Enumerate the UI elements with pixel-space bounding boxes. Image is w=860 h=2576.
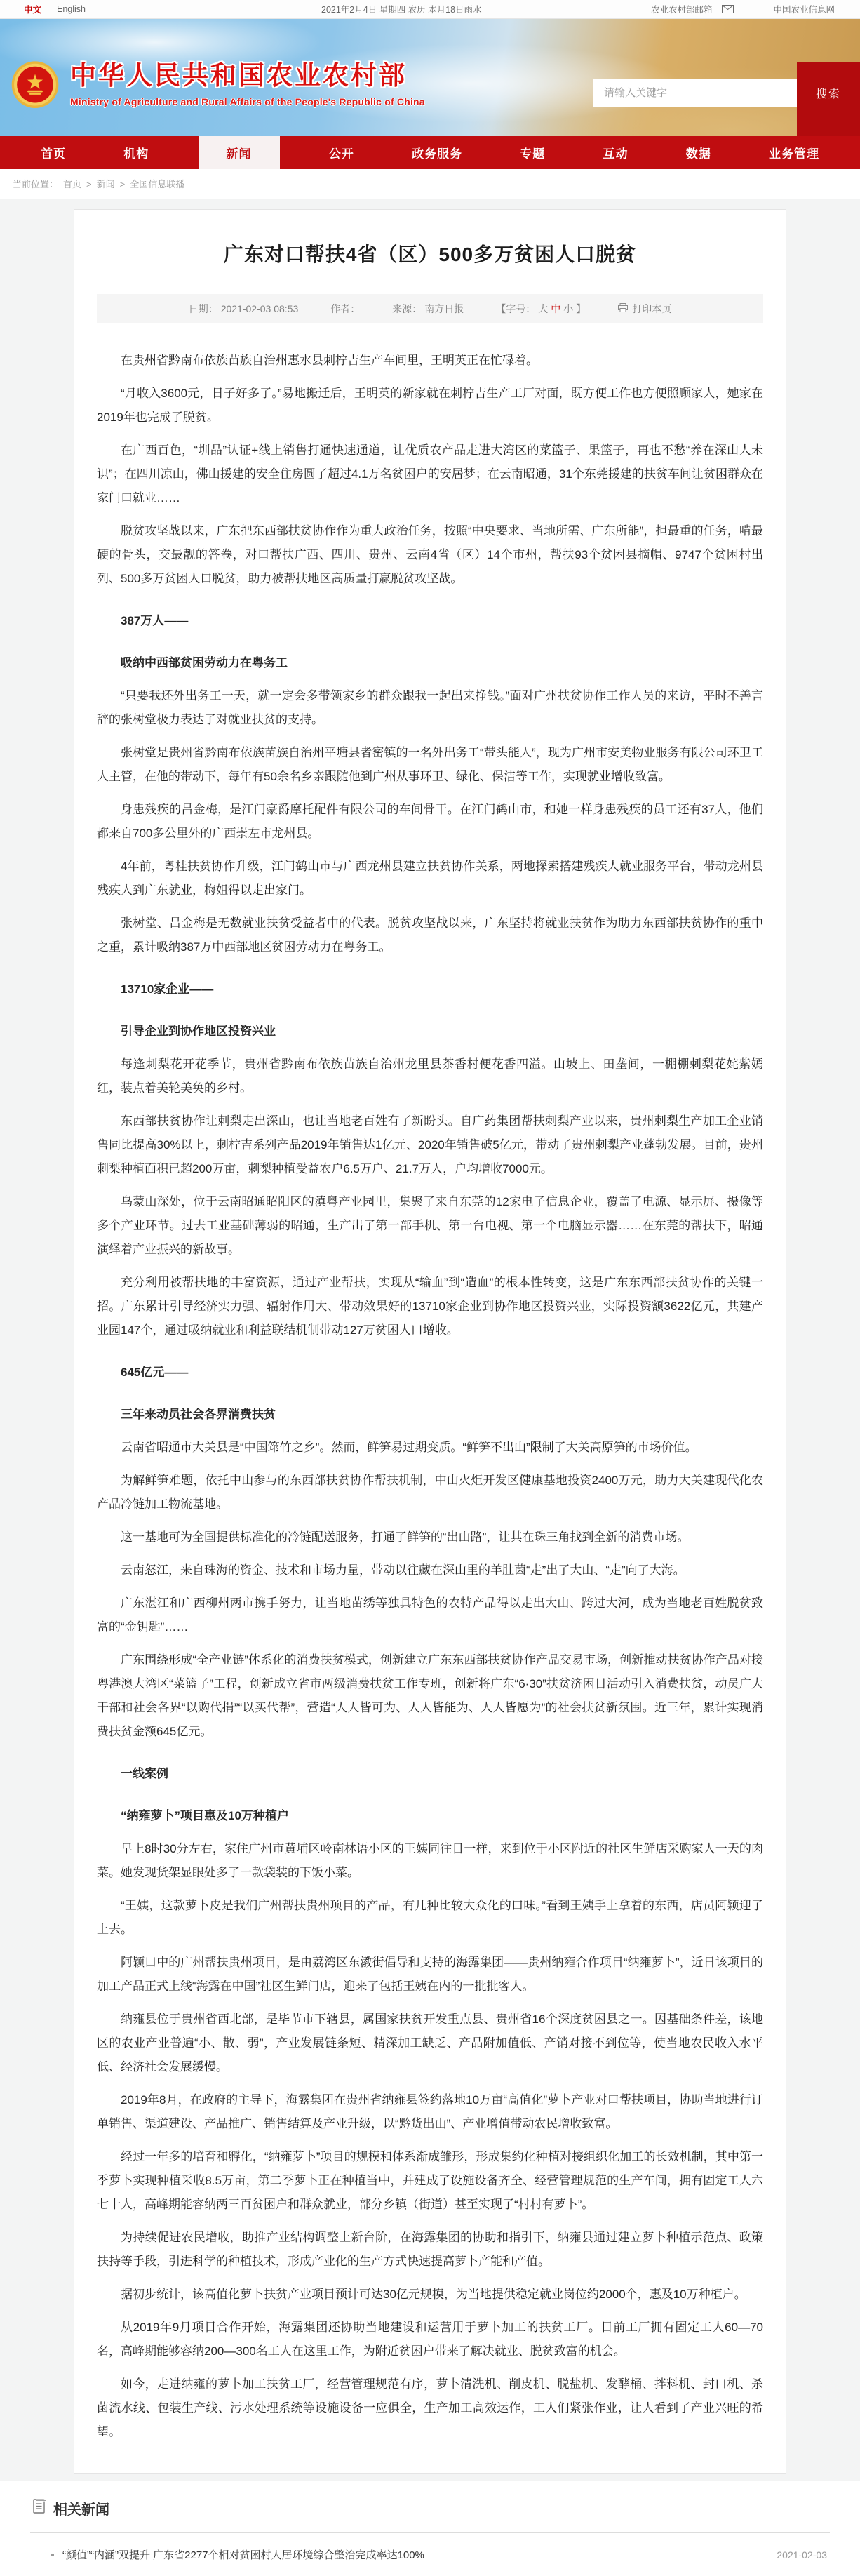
printer-icon [618, 303, 628, 314]
article-paragraph: 2019年8月，在政府的主导下，海露集团在贵州省纳雍县签约落地10万亩“高值化”萝卜产业对口帮扶项目，协助当地进行订单销售、渠道建设、产品推广、销售结算及产业升级，以“黔货出山”、产业增值带动农民增收致富。 [97, 2093, 763, 2130]
header-logo-link[interactable] [70, 61, 425, 107]
related-news-header [30, 2481, 830, 2533]
article-paragraph: 经过一年多的培育和孵化，“纳雍萝卜”项目的规模和体系渐成雏形，形成集约化种植对接组织化加工的长效机制，其中第一季萝卜实现种植采收8.5万亩，第二季萝卜正在种植当中，并建成了设施设备齐全、经营管理规范的生产车间，拥有固定工人六七十人，高峰期能容纳两三百贫困户和群众就业，部分乡镇（街道）甚至实现了“村村有萝卜”。 [97, 2150, 763, 2211]
article-paragraph: 充分利用被帮扶地的丰富资源，通过产业帮扶，实现从“输血”到“造血”的根本性转变，这是广东东西部扶贫协作的关键一招。广东累计引导经济实力强、辐射作用大、带动效果好的13710家企业到协作地区投资兴业，实际投资额3622亿元，共建产业园147个，通过吸纳就业和利益联结机制带动127万贫困人口增收。 [97, 1276, 763, 1337]
article-paragraph: 张树堂是贵州省黔南布依族苗族自治州平塘县者密镇的一名外出务工“带头能人”，现为广州市安美物业服务有限公司环卫工人主管，在他的带动下，每年有50余名乡亲跟随他到广州从事环卫、绿化、保洁等工作，实现就业增收致富。 [97, 746, 763, 783]
meta-source-value: 南方日报 [424, 303, 464, 314]
nav-item-services[interactable]: 政务服务 [412, 147, 462, 161]
related-news-title: 相关新闻 [53, 2502, 109, 2518]
breadcrumb-prefix: 当前位置： [13, 179, 59, 189]
article-paragraph: “只要我还外出务工一天，就一定会多带领家乡的群众跟我一起出来挣钱。”面对广州扶贫协作工作人员的来访，平时不善言辞的张树堂极力表达了对就业扶贫的支持。 [97, 689, 763, 726]
lang-switch-chinese[interactable]: 中文 [24, 5, 42, 15]
article-section-heading: “纳雍萝卜”项目惠及10万种植户 [121, 1809, 289, 1822]
article-paragraph: 早上8时30分左右，家住广州市黄埔区岭南林语小区的王姨同往日一样，来到位于小区附近的社区生鲜店采购家人一天的肉菜。她发现货架显眼处多了一款袋装的下饭小菜。 [97, 1842, 763, 1879]
article-paragraph: 云南省昭通市大关县是“中国筇竹之乡”。然而，鲜笋易过期变质。“鲜笋不出山”限制了大关高原笋的市场价值。 [121, 1441, 697, 1454]
breadcrumb-news[interactable]: 新闻 [96, 179, 115, 189]
article-section-heading: 387万人—— [121, 614, 189, 627]
fontsize-prefix: 【字号： [496, 303, 536, 314]
breadcrumb-separator: > [119, 179, 126, 189]
article-meta-bar [97, 294, 763, 323]
article-paragraph: 云南怒江，来自珠海的资金、技术和市场力量，带动以往藏在深山里的羊肚菌“走”出了大山、“走”向了大海。 [121, 1563, 685, 1577]
article-paragraph: 在贵州省黔南布依族苗族自治州惠水县刺柠吉生产车间里，王明英正在忙碌着。 [121, 354, 538, 367]
article-section-heading: 三年来动员社会各界消费扶贫 [121, 1408, 276, 1421]
nav-item-open[interactable]: 公开 [328, 147, 354, 161]
national-emblem-logo [11, 60, 59, 112]
article-card [74, 209, 786, 2474]
article-title: 广东对口帮扶4省（区）500多万贫困人口脱贫 [223, 243, 637, 265]
nav-item-news[interactable]: 新闻 [199, 136, 280, 169]
page-background [0, 199, 860, 2576]
meta-source-label: 来源： [392, 303, 422, 314]
nav-item-topics[interactable]: 专题 [520, 147, 546, 161]
article-section-heading: 645亿元—— [121, 1366, 189, 1379]
related-news-date: 2021-02-03 [777, 2549, 827, 2561]
meta-date-label: 日期： [188, 303, 218, 314]
print-page-label: 打印本页 [632, 303, 672, 314]
site-title: 中华人民共和国农业农村部 [70, 61, 407, 90]
article-paragraph: 广东围绕形成“全产业链”体系化的消费扶贫模式，创新建立广东东西部扶贫协作产品交易市场，创新推动扶贫协作产品对接粤港澳大湾区“菜篮子”工程，创新成立省市两级消费扶贫工作专班，创新将广东“6·30”扶贫济困日活动引入消费扶贫，动员广大干部和社会各界“以购代捐”“以买代帮”，营造“人人皆可为、人人皆能为、人人皆愿为”的社会扶贫新氛围。近三年，累计实现消费扶贫金额645亿元。 [97, 1653, 763, 1738]
fontsize-suffix: 】 [576, 303, 586, 314]
article-paragraph: “王姨，这款萝卜皮是我们广州帮扶贵州项目的产品，有几种比较大众化的口味。”看到王姨手上拿着的东西，店员阿颖迎了上去。 [97, 1899, 763, 1936]
article-paragraph: 广东湛江和广西柳州两市携手努力，让当地苗绣等独具特色的农特产品得以走出大山、跨过大河，成为当地老百姓脱贫致富的“金钥匙”…… [97, 1596, 763, 1634]
nav-item-data[interactable]: 数据 [685, 147, 711, 161]
article-section-heading: 一线案例 [121, 1767, 168, 1780]
article-paragraph: 乌蒙山深处，位于云南昭通昭阳区的滇粤产业园里，集聚了来自东莞的12家电子信息企业，覆盖了电源、显示屏、摄像等多个产业环节。过去工业基础薄弱的昭通，生产出了第一部手机、第一台电视、第一个电脑显示器……在东莞的帮扶下，昭通演绎着产业振兴的新故事。 [97, 1195, 763, 1256]
nav-item-home[interactable]: 首页 [41, 147, 66, 161]
top-utility-bar [0, 0, 860, 19]
meta-date-value: 2021-02-03 08:53 [220, 303, 299, 314]
search-button[interactable]: 搜索 [797, 79, 860, 107]
site-subtitle-english: Ministry of Agriculture and Rural Affairs of the People's Republic of China [70, 96, 425, 107]
article-paragraph: 为持续促进农民增收，助推产业结构调整上新台阶，在海露集团的协助和指引下，纳雍县通过建立萝卜种植示范点、政策扶持等手段，引进科学的种植技术，形成产业化的生产方式快速提高萝卜产能和产值。 [97, 2231, 763, 2268]
article-paragraph: 如今，走进纳雍的萝卜加工扶贫工厂，经营管理规范有序，萝卜清洗机、削皮机、脱盐机、发酵桶、拌料机、封口机、杀菌流水线、包装生产线、污水处理系统等设施设备一应俱全，生产加工高效运作，工人们紧张作业，让人看到了产业兴旺的希望。 [97, 2377, 763, 2438]
article-section-heading: 吸纳中西部贫困劳动力在粤务工 [121, 656, 288, 669]
article-body [91, 349, 769, 2444]
related-news-item [30, 2533, 830, 2573]
breadcrumb [0, 169, 860, 199]
fontsize-small-button[interactable]: 小 [563, 303, 574, 314]
date-lunar-info: 2021年2月4日 星期四 农历 本月18日雨水 [321, 5, 482, 15]
fontsize-large-button[interactable]: 大 [538, 303, 549, 314]
nav-item-business[interactable]: 业务管理 [769, 147, 819, 161]
breadcrumb-home[interactable]: 首页 [63, 179, 82, 189]
main-nav [0, 136, 860, 169]
site-header-banner [0, 19, 860, 136]
breadcrumb-separator: > [86, 179, 92, 189]
article-paragraph: 身患残疾的吕金梅，是江门豪爵摩托配件有限公司的车间骨干。在江门鹤山市，和她一样身患残疾的员工还有37人，他们都来自700多公里外的广西崇左市龙州县。 [97, 803, 763, 840]
article-paragraph: 张树堂、吕金梅是无数就业扶贫受益者中的代表。脱贫攻坚战以来，广东坚持将就业扶贫作为助力东西部扶贫协作的重中之重，累计吸纳387万中西部地区贫困劳动力在粤务工。 [97, 916, 763, 954]
search-button-strip [797, 62, 860, 136]
article-paragraph: 据初步统计，该高值化萝卜扶贫产业项目预计可达30亿元规模，为当地提供稳定就业岗位约2000个，惠及10万种植户。 [121, 2288, 746, 2301]
nav-item-interact[interactable]: 互动 [603, 147, 629, 161]
bullet-icon [51, 2554, 54, 2556]
meta-author-label: 作者： [330, 303, 361, 314]
article-paragraph: “月收入3600元，日子好多了。”易地搬迁后，王明英的新家就在刺柠吉生产工厂对面，既方便工作也方便照顾家人，她家在2019年也完成了脱贫。 [97, 387, 763, 424]
article-section-heading: 13710家企业—— [121, 982, 214, 996]
article-paragraph: 东西部扶贫协作让刺梨走出深山，也让当地老百姓有了新盼头。自广药集团帮扶刺梨产业以来，贵州刺梨生产加工企业销售同比提高30%以上，刺柠吉系列产品2019年销售达1亿元、2020年销售破5亿元，带动了贵州刺梨产业蓬勃发展。目前，贵州刺梨种植面积已超200万亩，刺梨种植受益农户6.5万户、21.7万人，户均增收7000元。 [97, 1114, 763, 1175]
related-news-link[interactable]: “颜值”“内涵”双提升 广东省2277个相对贫困村人居环境综合整治完成率达100% [62, 2549, 424, 2561]
document-icon [33, 2499, 46, 2518]
article-paragraph: 在广西百色，“圳品”认证+线上销售打通快速通道，让优质农产品走进大湾区的菜篮子、果篮子，再也不愁“养在深山人未识”；在四川凉山，佛山援建的安全住房圆了超过4.1万名贫困户的安居梦；在云南昭通，31个东莞援建的扶贫车间让贫困群众在家门口就业…… [97, 443, 763, 505]
breadcrumb-current-section: 全国信息联播 [130, 179, 185, 189]
article-paragraph: 纳雍县位于贵州省西北部，是毕节市下辖县，属国家扶贫开发重点县、贵州省16个深度贫困县之一。因基础条件差，该地区的农业产业普遍“小、散、弱”，产业发展链条短、精深加工缺乏、产品附加值低、产销对接不到位等，使当地农民收入水平低、经济社会发展缓慢。 [97, 2013, 763, 2074]
article-paragraph: 从2019年9月项目合作开始，海露集团还协助当地建设和运营用于萝卜加工的扶贫工厂。目前工厂拥有固定工人60—70名，高峰期能够容纳200—300名工人在这里工作，为附近贫困户带来了解决就业、脱贫致富的机会。 [97, 2321, 763, 2358]
article-paragraph: 为解鲜笋难题，依托中山参与的东西部扶贫协作帮扶机制，中山火炬开发区健康基地投资2400万元，助力大关建现代化农产品冷链加工物流基地。 [97, 1474, 763, 1511]
related-news-section [0, 2481, 860, 2576]
article-paragraph: 这一基地可为全国提供标准化的冷链配送服务，打通了鲜笋的“出山路”，让其在珠三角找到全新的消费市场。 [121, 1530, 690, 1544]
envelope-icon[interactable] [722, 5, 734, 13]
article-section-heading: 引导企业到协作地区投资兴业 [121, 1025, 276, 1038]
ministry-mailbox-link[interactable]: 农业农村部邮箱 [650, 5, 713, 15]
print-page-button[interactable] [618, 302, 671, 316]
article-paragraph: 4年前，粤桂扶贫协作升级，江门鹤山市与广西龙州县建立扶贫协作关系，两地探索搭建残疾人就业服务平台，带动龙州县残疾人到广东就业，梅姐得以走出家门。 [97, 860, 763, 897]
search-input[interactable] [593, 79, 797, 107]
related-news-list [30, 2533, 830, 2573]
article-paragraph: 脱贫攻坚战以来，广东把东西部扶贫协作作为重大政治任务，按照“中央要求、当地所需、广东所能”，担最重的任务，啃最硬的骨头，交最靓的答卷，对口帮扶广西、四川、贵州、云南4省（区）14个市州，帮扶93个贫困县摘帽、9747个贫困村出列、500多万贫困人口脱贫，助力被帮扶地区高质量打赢脱贫攻坚战。 [97, 524, 763, 585]
china-agri-info-net-link[interactable]: 中国农业信息网 [773, 5, 835, 15]
article-paragraph: 每逢刺梨花开花季节，贵州省黔南布依族苗族自治州龙里县茶香村便花香四溢。山坡上、田垄间，一棚棚刺梨花姹紫嫣红，装点着美轮美奂的乡村。 [97, 1057, 763, 1095]
nav-item-orgs[interactable]: 机构 [123, 147, 149, 161]
lang-switch-english[interactable]: English [57, 4, 86, 14]
fontsize-medium-button[interactable]: 中 [551, 303, 561, 314]
article-paragraph: 阿颖口中的广州帮扶贵州项目，是由荔湾区东漖街倡导和支持的海露集团——贵州纳雍合作项目“纳雍萝卜”，近日该项目的加工产品正式上线“海露在中国”社区生鲜门店，迎来了包括王姨在内的一批批客人。 [97, 1956, 763, 1993]
